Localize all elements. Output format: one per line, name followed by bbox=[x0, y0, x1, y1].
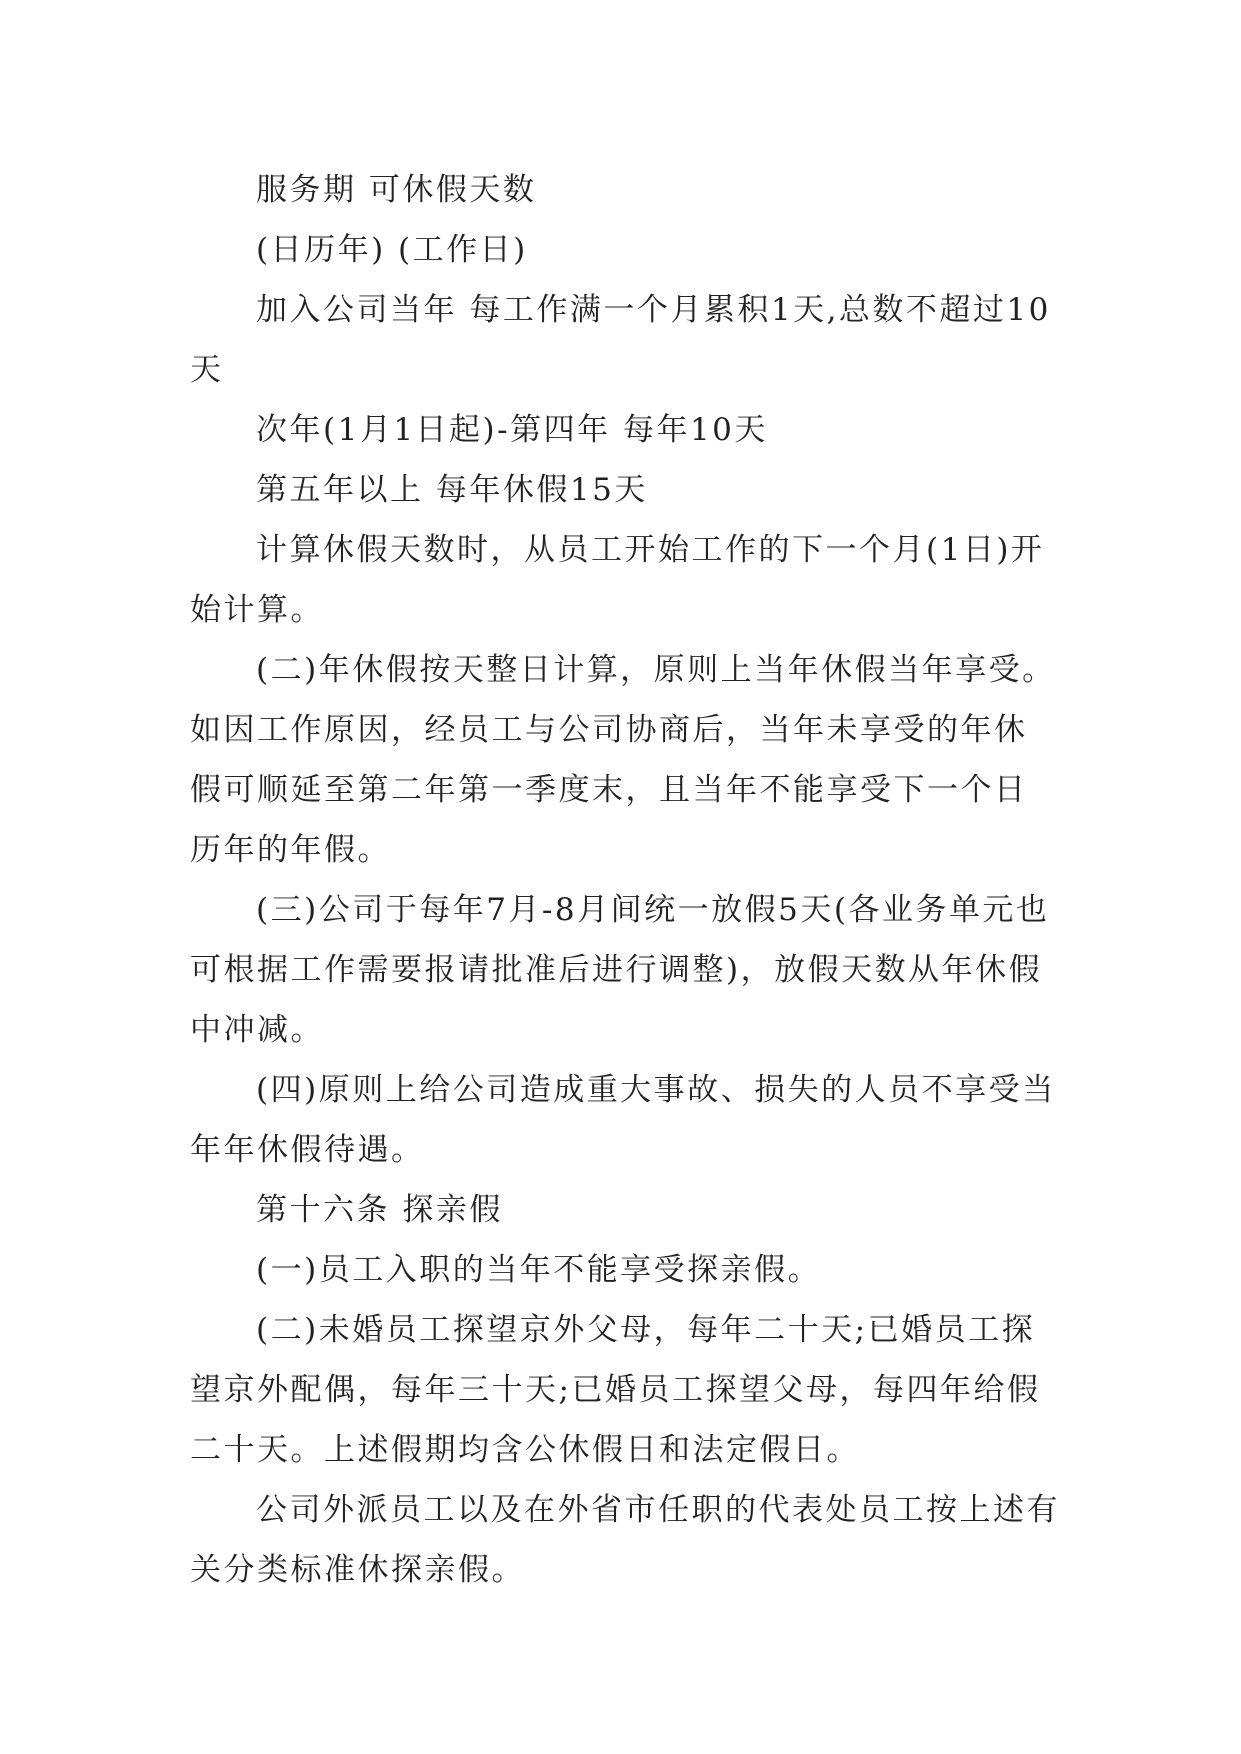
paragraph-calculation-rule: 计算休假天数时，从员工开始工作的下一个月(1日)开始计算。 bbox=[190, 532, 1045, 628]
paragraph-service-period-heading: 服务期 可休假天数 bbox=[256, 172, 537, 208]
article-16-heading: 第十六条 探亲假 bbox=[256, 1192, 503, 1228]
paragraph-fifth-year-plus: 第五年以上 每年休假15天 bbox=[256, 472, 648, 508]
paragraph-home-leave-2: (二)未婚员工探望京外父母，每年二十天;已婚员工探望京外配偶，每年三十天;已婚员工探望父母，每四年给假二十天。上述假期均含公休假日和法定假日。 bbox=[190, 1312, 1041, 1468]
paragraph-first-year: 加入公司当年 每工作满一个月累积1天,总数不超过10天 bbox=[190, 292, 1051, 388]
paragraph-clause-2: (二)年休假按天整日计算，原则上当年休假当年享受。如因工作原因，经员工与公司协商后，当年未享受的年休假可顺延至第二年第一季度末，且当年不能享受下一个日历年的年假。 bbox=[190, 652, 1056, 868]
paragraph-clause-3: (三)公司于每年7月-8月间统一放假5天(各业务单元也可根据工作需要报请批准后进行调整)，放假天数从年休假中冲减。 bbox=[190, 892, 1050, 1048]
document-body bbox=[190, 160, 1060, 1600]
paragraph-units-heading: (日历年) (工作日) bbox=[256, 232, 528, 268]
paragraph-home-leave-1: (一)员工入职的当年不能享受探亲假。 bbox=[256, 1252, 822, 1288]
paragraph-second-to-fourth-year: 次年(1月1日起)-第四年 每年10天 bbox=[256, 412, 768, 448]
paragraph-expatriate-staff: 公司外派员工以及在外省市任职的代表处员工按上述有关分类标准休探亲假。 bbox=[190, 1492, 1060, 1588]
paragraph-clause-4: (四)原则上给公司造成重大事故、损失的人员不享受当年年休假待遇。 bbox=[190, 1072, 1056, 1168]
